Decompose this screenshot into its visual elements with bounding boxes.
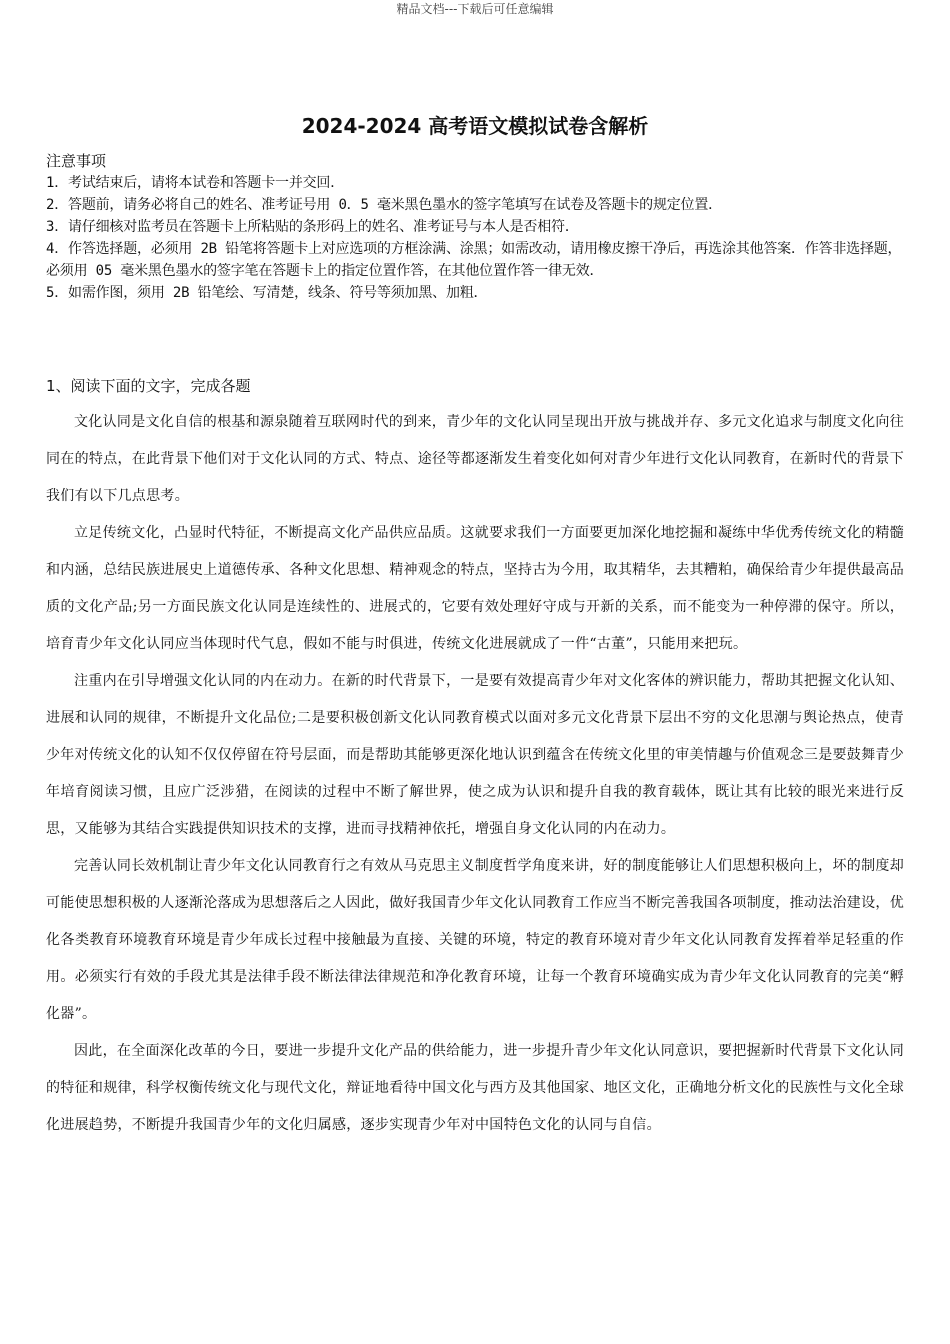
notice-item-4: 4．作答选择题，必须用 2B 铅笔将答题卡上对应选项的方框涂满、涂黑；如需改动，请用橡皮擦干净后，再选涂其他答案．作答非选择题，必须用 05 毫米黑色墨水的签字笔在答题卡上的指定位置作答，在其他位置作答一律无效． [46,241,902,279]
passage-paragraph-4: 完善认同长效机制让青少年文化认同教育行之有效从马克思主义制度哲学角度来讲，好的制度能够让人们思想积极向上，坏的制度却可能使思想积极的人逐渐沦落成为思想落后之人因此，做好我国青少年文化认同教育工作应当不断完善我国各项制度，推动法治建设，优化各类教育环境教育环境是青少年成长过程中接触最为直接、关键的环境，特定的教育环境对青少年文化认同教育发挥着举足轻重的作用。必须实行有效的手段尤其是法律手段不断法律法律规范和净化教育环境，让每一个教育环境确实成为青少年文化认同教育的完美“孵化器”。 [46,858,904,1022]
passage-paragraph-1: 文化认同是文化自信的根基和源泉随着互联网时代的到来，青少年的文化认同呈现出开放与挑战并存、多元文化追求与制度文化向往同在的特点，在此背景下他们对于文化认同的方式、特点、途径等都逐渐发生着变化如何对青少年进行文化认同教育，在新时代的背景下我们有以下几点思考。 [46,414,904,504]
passage-paragraph-5: 因此，在全面深化改革的今日，要进一步提升文化产品的供给能力，进一步提升青少年文化认同意识，要把握新时代背景下文化认同的特征和规律，科学权衡传统文化与现代文化，辩证地看待中国文化与西方及其他国家、地区文化，正确地分析文化的民族性与文化全球化进展趋势，不断提升我国青少年的文化归属感，逐步实现青少年对中国特色文化的认同与自信。 [46,1043,904,1133]
passage-paragraph-2: 立足传统文化，凸显时代特征，不断提高文化产品供应品质。这就要求我们一方面要更加深化地挖掘和凝练中华优秀传统文化的精髓和内涵，总结民族进展史上道德传承、各种文化思想、精神观念的特点，坚持古为今用，取其精华，去其糟粕，确保给青少年提供最高品质的文化产品;另一方面民族文化认同是连续性的、进展式的，它要有效处理好守成与开新的关系，而不能变为一种停滞的保守。所以，培育青少年文化认同应当体现时代气息，假如不能与时俱进，传统文化进展就成了一件“古董”，只能用来把玩。 [46,525,904,652]
passage-paragraph-3: 注重内在引导增强文化认同的内在动力。在新的时代背景下，一是要有效提高青少年对文化客体的辨识能力，帮助其把握文化认知、进展和认同的规律，不断提升文化品位;二是要积极创新文化认同教育模式以面对多元文化背景下层出不穷的文化思潮与舆论热点，使青少年对传统文化的认知不仅仅停留在符号层面，而是帮助其能够更深化地认识到蕴含在传统文化里的审美情趣与价值观念三是要鼓舞青少年培育阅读习惯，且应广泛涉猎，在阅读的过程中不断了解世界，使之成为认识和提升自我的教育载体，既让其有比较的眼光来进行反思，又能够为其结合实践提供知识技术的支撑，进而寻找精神依托，增强自身文化认同的内在动力。 [46,673,904,837]
notice-item-2: 2．答题前，请务必将自己的姓名、准考证号用 0．5 毫米黑色墨水的签字笔填写在试卷及答题卡的规定位置． [46,197,722,213]
notice-item-5: 5．如需作图，须用 2B 铅笔绘、写清楚，线条、符号等须加黑、加粗． [46,285,488,301]
question-heading: 1、阅读下面的文字，完成各题 [46,377,251,395]
notice-item-1: 1．考试结束后，请将本试卷和答题卡一并交回． [46,175,345,191]
notice-item-3: 3．请仔细核对监考员在答题卡上所粘贴的条形码上的姓名、准考证号与本人是否相符． [46,219,579,235]
notice-heading: 注意事项 [46,152,107,170]
page-header-note: 精品文档---下载后可任意编辑 [396,2,554,16]
document-title: 2024-2024 高考语文模拟试卷含解析 [301,114,649,138]
question-section [46,374,904,1144]
notice-section [46,150,906,304]
